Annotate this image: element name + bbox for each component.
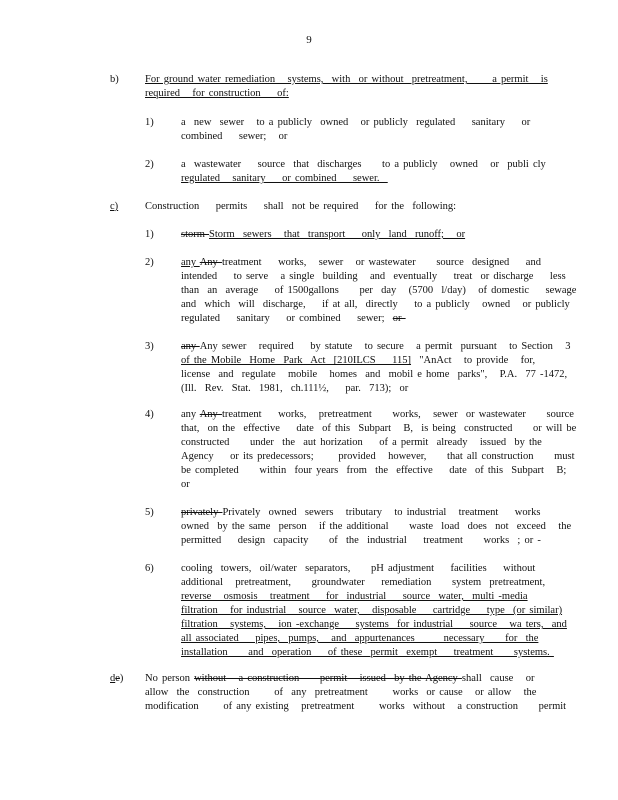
section-c-item-5-line: permitted design capacity of the industrial treatment works ; or - <box>181 535 541 546</box>
line-text: "AnAct to provide for, <box>411 355 536 366</box>
struck-letter: e <box>115 673 120 684</box>
struck-word: storm <box>181 229 210 240</box>
section-b-label: b) <box>110 74 119 85</box>
section-c-item-4-line: be completed within four years from the effective date of this Subpart B; <box>181 465 567 476</box>
struck-text: without a construction permit issued by the Agency <box>194 673 462 684</box>
section-c-item-3-line <box>181 340 571 354</box>
section-c-item-3-number: 3) <box>145 341 154 352</box>
section-c-item-6-number: 6) <box>145 563 154 574</box>
struck-word: any <box>181 341 200 352</box>
struck-word: or <box>392 313 406 324</box>
section-c-item-6-inserted-line: filtration systems, ion -exchange systems for industrial source wa ters, and <box>181 619 567 630</box>
section-c-item-2-line <box>181 256 541 270</box>
section-c-item-2-line: intended to serve a single building and eventually treat or discharge less <box>181 271 566 282</box>
inserted-text: Storm sewers that transport only land runoff; or <box>209 229 466 240</box>
section-c-item-2-line: than an average of 1500gallons per day (5700 l/day) of domestic sewage <box>181 285 577 296</box>
section-c-item-6-inserted-line: installation and operation of these permit exempt treatment systems. <box>181 647 554 658</box>
section-c-item-3-line: license and regulate mobile homes and mobil e home parks", P.A. 77 -1472, <box>181 369 568 380</box>
section-b-intro-line1: For ground water remediation systems, with or without pretreatment, a permit is <box>145 74 548 85</box>
act-reference: of the Mobile Home Park Act [210ILCS 115] <box>181 355 412 366</box>
section-c-item-2-number: 2) <box>145 257 154 268</box>
section-b-item-1-number: 1) <box>145 117 154 128</box>
section-b-item-1-line: combined sewer; or <box>181 131 288 142</box>
line-text: regulated sanitary or combined sewer; <box>181 313 393 324</box>
line-text: treatment works, pretreatment works, sewer or wastewater source <box>221 409 574 420</box>
section-c-item-4-line: constructed under the aut horization of a permit already issued by the <box>181 437 542 448</box>
section-c-item-6-inserted-line: all associated pipes, pumps, and appurtenances necessary for the <box>181 633 539 644</box>
section-c-item-4-line <box>181 408 574 422</box>
struck-word: privately <box>181 507 223 518</box>
line-text: treatment works, sewer or wastewater source designed and <box>221 257 541 268</box>
label-letter: d <box>110 673 116 684</box>
section-c-item-4-line: Agency or its predecessors; provided however, that all construction must <box>181 451 575 462</box>
line-text: Any sewer required by statute to secure a permit pursuant to Section 3 <box>199 341 571 352</box>
section-c-item-5-line: owned by the same person if the additional waste load does not exceed the <box>181 521 572 532</box>
section-c-item-4-number: 4) <box>145 409 154 420</box>
struck-word: Any <box>199 409 222 420</box>
line-text: Privately owned sewers tributary to industrial treatment works <box>222 507 541 518</box>
section-c-item-6-inserted-line: reverse osmosis treatment for industrial source water, multi -media <box>181 591 528 602</box>
section-d-line <box>145 672 534 686</box>
section-c-intro: Construction permits shall not be required for the following: <box>145 201 457 212</box>
page-number: 9 <box>306 34 312 46</box>
line-text: No person <box>145 673 195 684</box>
section-c-item-1-number: 1) <box>145 229 154 240</box>
section-b-item-2-number: 2) <box>145 159 154 170</box>
line-text: any <box>181 409 200 420</box>
section-b-item-2-line: regulated sanitary or combined sewer. <box>181 173 388 184</box>
section-c-item-4-line: or <box>181 479 190 490</box>
section-d-line: allow the construction of any pretreatment works or cause or allow the <box>145 687 537 698</box>
section-c-item-5-number: 5) <box>145 507 154 518</box>
struck-word: Any <box>199 257 222 268</box>
section-c-label: c) <box>110 201 119 212</box>
section-c-item-6-line: cooling towers, oil/water separators, pH adjustment facilities without <box>181 563 536 574</box>
section-c-item-2-line <box>181 312 406 326</box>
inserted-text: any <box>181 257 200 268</box>
line-text: shall cause or <box>461 673 535 684</box>
section-c-item-6-inserted-line: filtration for industrial source water, disposable cartridge type (or similar) <box>181 605 563 616</box>
section-c-item-4-line: that, on the effective date of this Subpart B, is being constructed or will be <box>181 423 577 434</box>
section-b-item-1-line: a new sewer to a publicly owned or publicly regulated sanitary or <box>181 117 531 128</box>
label-paren: ) <box>119 673 124 684</box>
section-c-item-5-line <box>181 506 540 520</box>
section-b-intro-line2: required for construction of: <box>145 88 289 99</box>
section-c-item-3-line <box>181 354 535 368</box>
section-c-item-6-line: additional pretreatment, groundwater remediation system pretreatment, <box>181 577 546 588</box>
section-c-item-2-line: and which will discharge, if at all, directly to a publicly owned or publicly <box>181 299 570 310</box>
section-b-item-2-line: a wastewater source that discharges to a publicly owned or publi cly <box>181 159 546 170</box>
section-c-item-1-line <box>181 228 465 242</box>
section-d-label <box>110 672 123 686</box>
section-c-item-3-line: (Ill. Rev. Stat. 1981, ch.111½, par. 713); or <box>181 383 409 394</box>
section-d-line: modification of any existing pretreatment works without a construction permit <box>145 701 567 712</box>
